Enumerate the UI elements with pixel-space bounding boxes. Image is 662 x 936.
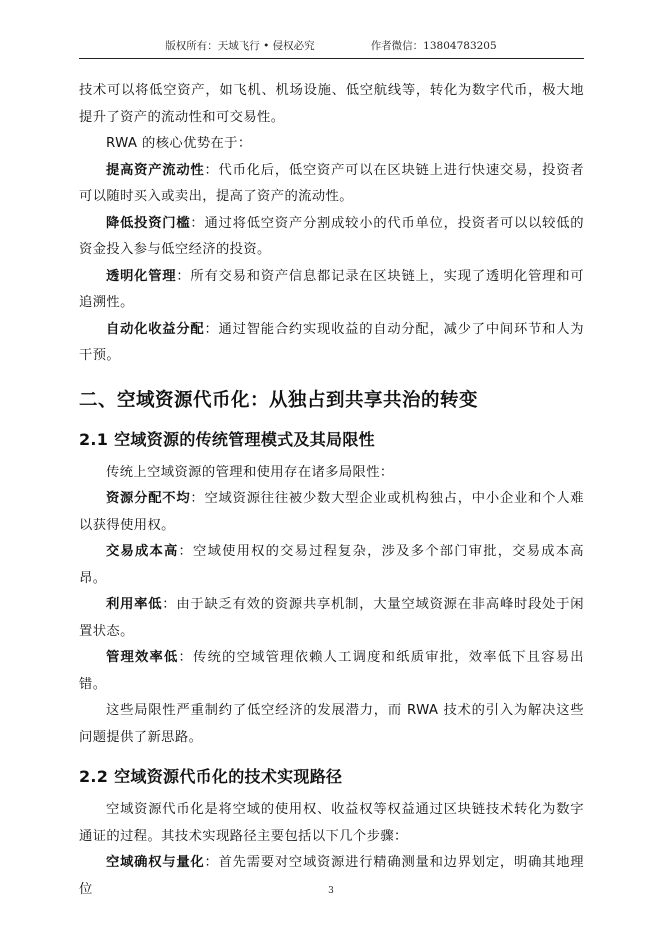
term-label: 透明化管理 bbox=[106, 268, 177, 284]
term-label: 自动化收益分配 bbox=[106, 321, 205, 337]
paragraph: 利用率低：由于缺乏有效的资源共享机制，大量空域资源在非高峰时段处于闲置状态。 bbox=[79, 597, 584, 639]
paragraph: 传统上空域资源的管理和使用存在诸多局限性： bbox=[106, 464, 394, 480]
term-label: 管理效率低 bbox=[106, 650, 179, 665]
header-rule bbox=[79, 58, 584, 59]
paragraph: 空域确权与量化：首先需要对空域资源进行精确测量和边界划定，明确其地理位 bbox=[79, 855, 584, 897]
term-label: 降低投资门槛 bbox=[106, 215, 191, 231]
term-label: 空域确权与量化 bbox=[106, 855, 205, 870]
paragraph: 技术可以将低空资产，如飞机、机场设施、低空航线等，转化为数字代币，极大地提升了资产的流动性和可交易性。 bbox=[79, 83, 584, 125]
section-heading: 二、空域资源代币化：从独占到共享共治的转变 bbox=[79, 389, 479, 411]
term-label: 利用率低 bbox=[106, 597, 163, 612]
paragraph: 交易成本高：空域使用权的交易过程复杂，涉及多个部门审批，交易成本高昂。 bbox=[79, 544, 584, 586]
header-author-contact: 作者微信：13804783205 bbox=[370, 40, 497, 52]
paragraph: 提高资产流动性：代币化后，低空资产可以在区块链上进行快速交易，投资者可以随时买入或卖出，提高了资产的流动性。 bbox=[79, 162, 584, 204]
paragraph: 自动化收益分配：通过智能合约实现收益的自动分配，减少了中间环节和人为干预。 bbox=[79, 321, 584, 363]
paragraph: 降低投资门槛：通过将低空资产分割成较小的代币单位，投资者可以以较低的资金投入参与低空经济的投资。 bbox=[79, 215, 584, 257]
paragraph: 资源分配不均：空域资源往往被少数大型企业或机构独占，中小企业和个人难以获得使用权。 bbox=[79, 491, 584, 533]
paragraph: 这些局限性严重制约了低空经济的发展潜力，而 RWA 技术的引入为解决这些问题提供了新思路。 bbox=[79, 703, 584, 745]
header-copyright: 版权所有：天域飞行 • 侵权必究 bbox=[165, 40, 315, 52]
term-label: 资源分配不均 bbox=[106, 491, 191, 506]
paragraph: 管理效率低：传统的空域管理依赖人工调度和纸质审批，效率低下且容易出错。 bbox=[79, 650, 584, 692]
subsection-heading: 2.1 空域资源的传统管理模式及其局限性 bbox=[79, 429, 375, 449]
page-number: 3 bbox=[328, 886, 334, 896]
subsection-heading: 2.2 空域资源代币化的技术实现路径 bbox=[79, 767, 343, 786]
page-header bbox=[0, 38, 662, 53]
term-label: 交易成本高 bbox=[106, 544, 179, 559]
paragraph: 空域资源代币化是将空域的使用权、收益权等权益通过区块链技术转化为数字通证的过程。其技术实现路径主要包括以下几个步骤： bbox=[79, 802, 584, 844]
page-content bbox=[79, 78, 584, 903]
term-label: 提高资产流动性 bbox=[106, 162, 205, 178]
paragraph: 透明化管理：所有交易和资产信息都记录在区块链上，实现了透明化管理和可追溯性。 bbox=[79, 268, 585, 310]
paragraph: RWA 的核心优势在于： bbox=[106, 136, 252, 151]
